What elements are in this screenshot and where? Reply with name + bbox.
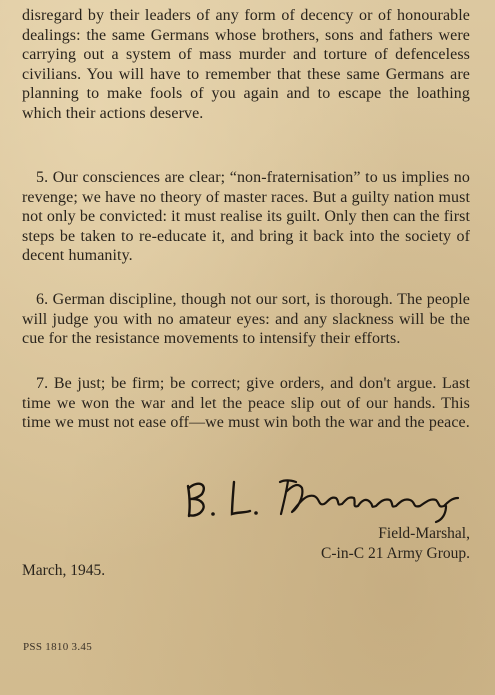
signature-image [180,468,470,528]
paragraph-7-text: 7. Be just; be firm; be correct; give orders, and don't argue. Last time we won the war and let the peace slip out of our hands. This time we must not ease off—we must win both the war and the peace. [22,375,470,431]
paragraph-5 [22,168,470,266]
document-date: March, 1945. [22,562,106,579]
signatory-command: C-in-C 21 Army Group. [321,545,470,562]
signatory-block [321,524,470,564]
paragraph-continuation-text: disregard by their leaders of any form of decency or of honourable dealings: the same Germans whose brothers, sons and fathers were carrying out a system of mass murder and torture of defenceless civilians. You will have to remember that these same Germans are planning to make fools of you again and to escape the loathing which their actions deserve. [22,7,470,122]
paragraph-continuation [22,6,470,123]
handwritten-signature [180,468,470,528]
paragraph-7 [22,374,470,433]
signatory-rank: Field-Marshal, [378,525,470,542]
print-code: PSS 1810 3.45 [23,641,93,653]
paragraph-5-text: 5. Our consciences are clear; “non-fraternisation” to us implies no revenge; we have no theory of master races. But a guilty nation must not only be convicted: it must realise its guilt. Only then can the first steps be taken to re-educate it, and bring it back into the society of decent humanity. [22,169,470,264]
paragraph-6-text: 6. German discipline, though not our sort, is thorough. The people will judge you with no amateur eyes: and any slackness will be the cue for the resistance movements to intensify their efforts. [22,291,470,347]
paragraph-6 [22,290,470,349]
